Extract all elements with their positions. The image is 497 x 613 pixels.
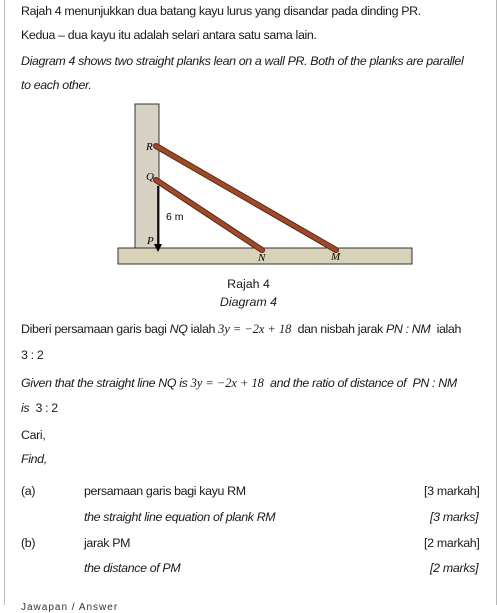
intro-en-line1: Diagram 4 shows two straight planks lean on a wall PR. Both of the planks are parallel <box>21 54 464 68</box>
label-q: Q <box>146 171 154 183</box>
given-en-mid: and the ratio of distance of <box>270 376 407 390</box>
intro-ms-line1: Rajah 4 menunjukkan dua batang kayu lurus yang disandar pada dinding PR. <box>21 4 421 18</box>
given-ms-mid: dan nisbah jarak <box>297 322 383 336</box>
given-ms-ialah: ialah <box>190 322 216 336</box>
given-ms-ratio-label: PN : NM <box>386 322 431 336</box>
given-ms-nq: NQ <box>169 322 188 336</box>
given-en-line1 <box>21 376 457 391</box>
part-a-en: the straight line equation of plank RM <box>84 510 276 524</box>
part-a-label: (a) <box>21 484 36 498</box>
given-en-ratio-label: PN : NM <box>412 376 457 390</box>
part-b-marks-en: [2 marks] <box>430 561 479 575</box>
given-ms-line1 <box>21 322 461 337</box>
given-en-ratio: 3 : 2 <box>35 401 58 415</box>
intro-en-line2: to each other. <box>21 78 92 92</box>
given-ms-ratio: 3 : 2 <box>21 348 44 362</box>
part-b-ms: jarak PM <box>84 536 131 550</box>
caption-en: Diagram 4 <box>219 295 278 309</box>
given-en-prefix: Given that the straight line <box>21 376 156 390</box>
given-ms-equation: 3y = −2x + 18 <box>218 322 292 336</box>
part-a-marks-en: [3 marks] <box>430 510 479 524</box>
caption-ms: Rajah 4 <box>227 277 270 291</box>
part-b-en: the distance of PM <box>84 561 181 575</box>
part-b-marks-ms: [2 markah] <box>424 536 480 550</box>
part-b-label: (b) <box>21 536 36 550</box>
given-en-equation: 3y = −2x + 18 <box>190 376 264 390</box>
part-a-ms: persamaan garis bagi kayu RM <box>84 484 246 498</box>
label-r: R <box>146 141 153 153</box>
intro-ms-line2: Kedua – dua kayu itu adalah selari antara satu sama lain. <box>21 28 317 42</box>
given-en-is2: is <box>21 401 30 415</box>
label-n: N <box>258 252 266 264</box>
find-en: Find, <box>21 452 47 466</box>
label-p: P <box>147 235 154 247</box>
given-ms-ialah2: ialah <box>436 322 461 336</box>
given-ms-prefix: Diberi persamaan garis bagi <box>21 322 167 336</box>
given-en-line2 <box>21 401 58 415</box>
given-en-is: is <box>179 376 188 390</box>
part-a-marks-ms: [3 markah] <box>424 484 480 498</box>
label-6m: 6 m <box>166 211 184 223</box>
given-en-nq: NQ <box>158 376 177 390</box>
answer-heading-cut: Jawapan / Answer <box>21 602 119 613</box>
find-ms: Cari, <box>21 428 46 442</box>
label-m: M <box>331 251 341 263</box>
